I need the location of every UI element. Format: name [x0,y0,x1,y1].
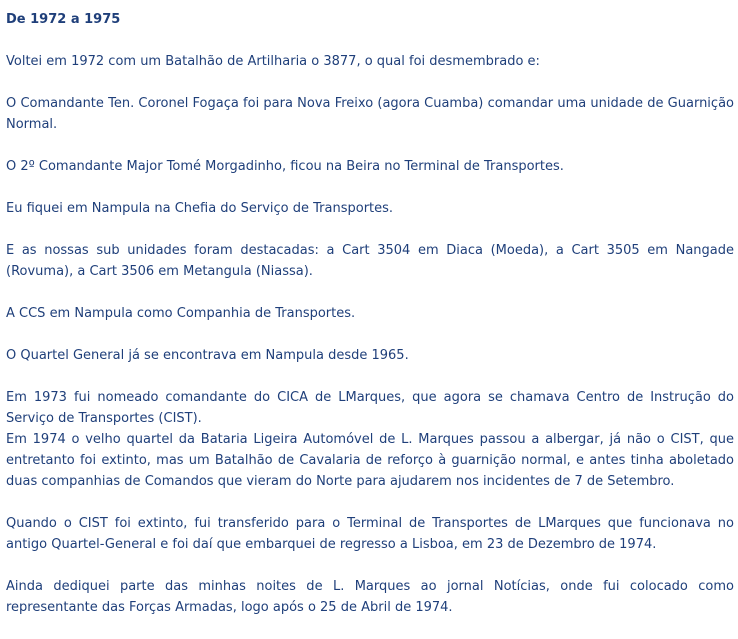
paragraph-10: Quando o CIST foi extinto, fui transferido para o Terminal de Transportes de LMarques que funcionava no antigo Quartel-General e foi daí que embarquei de regresso a Lisboa, em 23 de Dezembro de 1974. [6,516,734,552]
paragraph-1: Voltei em 1972 com um Batalhão de Artilharia o 3877, o qual foi desmembrado e: [6,54,540,69]
paragraph-8: Em 1973 fui nomeado comandante do CICA de LMarques, que agora se chamava Centro de Instrução do Serviço de Transportes (CIST). [6,390,734,426]
article-body [6,9,734,639]
paragraph-11: Ainda dediquei parte das minhas noites de L. Marques ao jornal Notícias, onde fui colocado como representante das Forças Armadas, logo após o 25 de Abril de 1974. [6,579,734,615]
paragraph-2: O Comandante Ten. Coronel Fogaça foi para Nova Freixo (agora Cuamba) comandar uma unidade de Guarnição Normal. [6,96,734,132]
paragraph-5: E as nossas sub unidades foram destacadas: a Cart 3504 em Diaca (Moeda), a Cart 3505 em Nangade (Rovuma), a Cart 3506 em Metangula (Niassa). [6,243,734,279]
paragraph-9: Em 1974 o velho quartel da Bataria Ligeira Automóvel de L. Marques passou a albergar, já não o CIST, que entretanto foi extinto, mas um Batalhão de Cavalaria de reforço à guarnição normal, e antes tinha aboletado duas companhias de Comandos que vieram do Norte para ajudarem nos incidentes de 7 de Setembro. [6,432,734,489]
paragraph-4: Eu fiquei em Nampula na Chefia do Serviço de Transportes. [6,201,394,216]
paragraph-7: O Quartel General já se encontrava em Nampula desde 1965. [6,348,409,363]
paragraph-3: O 2º Comandante Major Tomé Morgadinho, ficou na Beira no Terminal de Transportes. [6,159,564,174]
paragraph-6: A CCS em Nampula como Companhia de Transportes. [6,306,356,321]
section-heading: De 1972 a 1975 [6,12,121,27]
